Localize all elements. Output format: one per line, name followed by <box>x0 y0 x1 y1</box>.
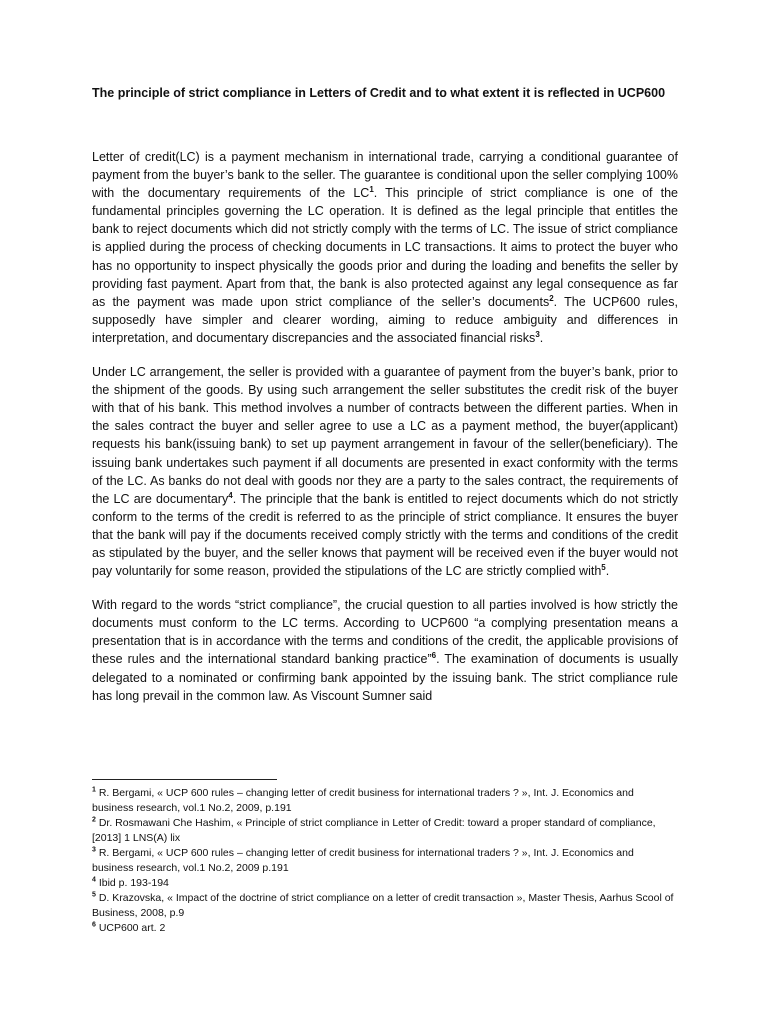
footnote-text: Dr. Rosmawani Che Hashim, « Principle of strict compliance in Letter of Credit: toward a proper standard of compliance, [2013] 1 LNS(A) lix <box>92 817 656 844</box>
paragraph-3-text-a: With regard to the words “strict compliance”, the crucial question to all parties involved is how strictly the documents must conform to the LC terms. According to UCP600 “a complying presentation means a presentation that is in accordance with the terms and conditions of the credit, the applicable provisions of these rules and the international standard banking practice” <box>92 598 678 667</box>
paragraph-1-text-d: . <box>539 330 544 345</box>
paragraph-1 <box>92 148 678 347</box>
footnote-ref-6[interactable]: 6 <box>431 651 437 661</box>
footnote-1 <box>92 786 678 816</box>
footnote-number: 3 <box>92 846 96 854</box>
footnote-ref-3[interactable]: 3 <box>535 329 540 339</box>
footnote-text: R. Bergami, « UCP 600 rules – changing letter of credit business for international traders ? », Int. J. Economics and business research, vol.1 No.2, 2009 p.191 <box>92 847 634 874</box>
paragraph-2-text-b: . The principle that the bank is entitled to reject documents which do not strictly conform to the terms of the credit is referred to as the principle of strict compliance. It ensures the buyer that the bank will pay if the documents received comply strictly with the terms and conditions of the credit as stipulated by the buyer, and the seller knows that payment will be received even if the buyer would not pay voluntarily for some reason, provided the stipulations of the LC are strictly complied with <box>92 491 678 579</box>
footnote-number: 5 <box>92 891 96 899</box>
paragraph-1-text-a: Letter of credit(LC) is a payment mechanism in international trade, carrying a conditional guarantee of payment from the buyer’s bank to the seller. The guarantee is conditional upon the seller complying 100% with the documentary requirements of the LC <box>92 150 678 201</box>
paragraph-1-text-b: . This principle of strict compliance is one of the fundamental principles governing the LC operation. It is defined as the legal principle that entitles the bank to reject documents which did not strictly comply with the terms of LC. The issue of strict compliance is applied during the process of checking documents in LC transactions. It aims to protect the buyer who has no opportunity to inspect physically the goods prior and during the loading and benefits the seller by providing fast payment. Apart from that, the bank is also protected against any legal consequence as far as the payment was made upon strict compliance of the seller’s documents <box>92 186 679 309</box>
footnote-number: 4 <box>92 876 96 884</box>
footnote-number: 6 <box>92 921 96 929</box>
paragraph-3-text-b: . The examination of documents is usually delegated to a nominated or confirming bank appointed by the issuing bank. The strict compliance rule has long prevail in the common law. As Viscount Sumner said <box>92 652 678 703</box>
footnote-ref-5[interactable]: 5 <box>601 562 606 572</box>
footnotes <box>92 786 678 936</box>
footnote-2 <box>92 816 678 846</box>
footnote-ref-2[interactable]: 2 <box>549 293 554 303</box>
document-body <box>92 148 678 721</box>
footnote-ref-1[interactable]: 1 <box>369 185 374 195</box>
paragraph-2-text-a: Under LC arrangement, the seller is provided with a guarantee of payment from the buyer’s bank, prior to the shipment of the goods. By using such arrangement the seller substitutes the credit risk of the buyer with that of his bank. This method involves a number of contracts between the different parties. When in the sales contract the buyer and seller agree to use a LC as a payment method, the buyer(applicant) requests his bank(issuing bank) to set up payment arrangement in favour of the seller(beneficiary). The issuing bank undertakes such payment if all documents are presented in exact conformity with the terms of the LC. As banks do not deal with goods nor they are a party to the sales contract, the requirements of the LC are documentary <box>92 365 678 506</box>
document-title: The principle of strict compliance in Letters of Credit and to what extent it is reflected in UCP600 <box>92 86 666 100</box>
footnote-text: D. Krazovska, « Impact of the doctrine of strict compliance on a letter of credit transaction », Master Thesis, Aarhus Scool of Business, 2008, p.9 <box>92 892 674 919</box>
paragraph-2 <box>92 363 678 580</box>
footnote-number: 1 <box>92 786 96 794</box>
footnote-text: R. Bergami, « UCP 600 rules – changing letter of credit business for international traders ? », Int. J. Economics and business research, vol.1 No.2, 2009, p.191 <box>92 787 634 814</box>
paragraph-3 <box>92 596 678 705</box>
paragraph-2-text-c: . <box>605 564 610 579</box>
footnote-separator <box>92 779 277 780</box>
footnote-3 <box>92 846 678 876</box>
footnote-ref-4[interactable]: 4 <box>228 490 233 500</box>
paragraph-1-text-c: . The UCP600 rules, supposedly have simpler and clearer wording, aiming to reduce ambiguity and differences in interpretation, and documentary discrepancies and the associated financial risks <box>92 294 678 345</box>
footnote-6 <box>92 921 678 936</box>
footnote-text: UCP600 art. 2 <box>95 922 166 934</box>
footnote-text: Ibid p. 193-194 <box>95 877 169 889</box>
footnote-5 <box>92 891 678 921</box>
footnote-4 <box>92 876 678 891</box>
footnote-number: 2 <box>92 816 96 824</box>
